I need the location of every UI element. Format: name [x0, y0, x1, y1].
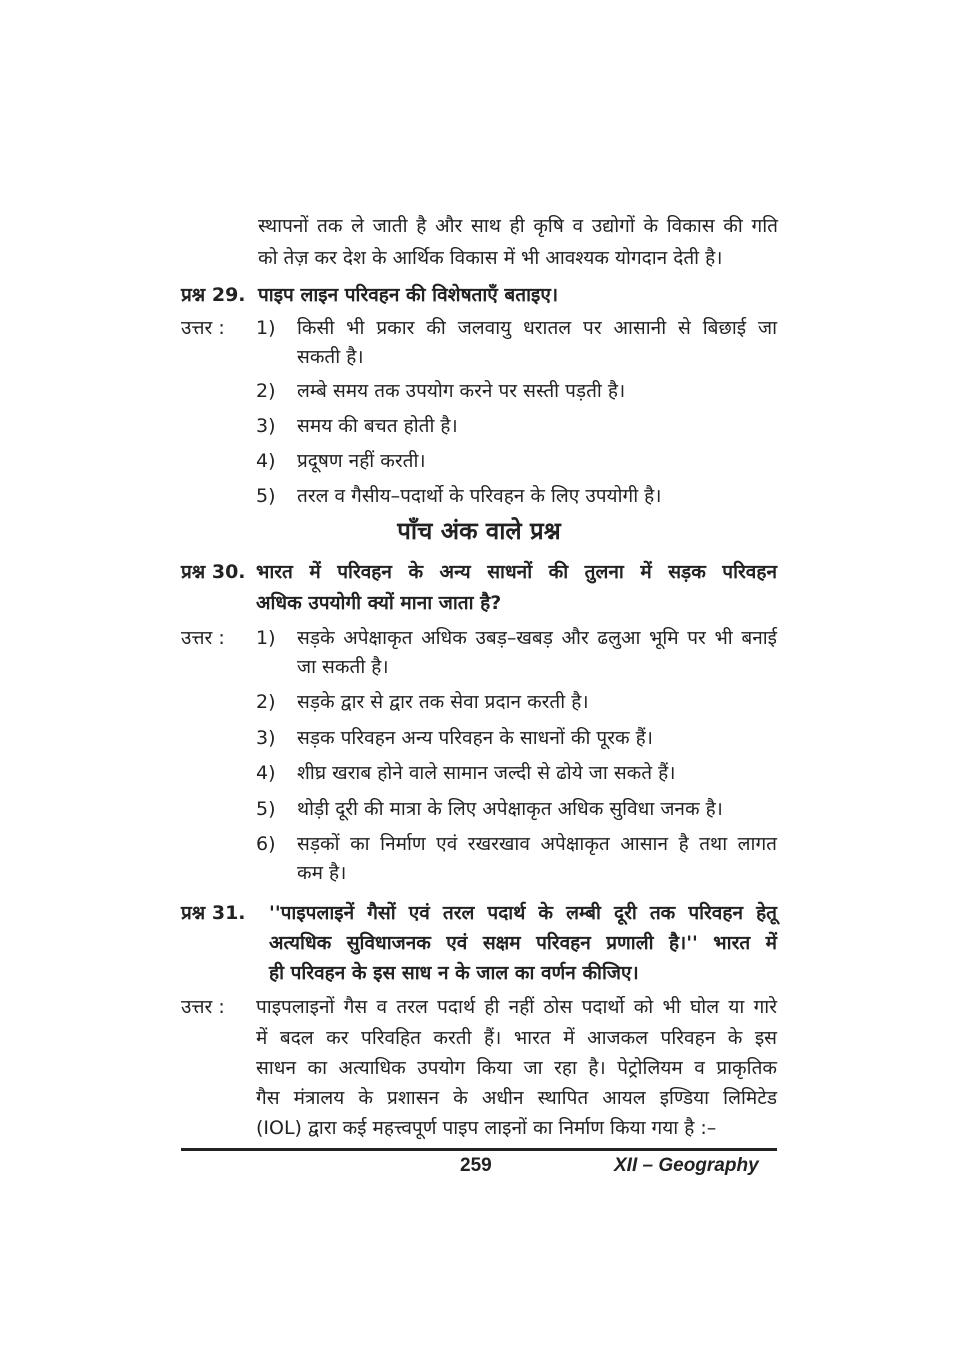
question-30-line-2: अधिक उपयोगी क्यों माना जाता है? [256, 592, 502, 614]
question-31-label: प्रश्न 31. [181, 902, 246, 924]
answer-30-item-1-line-1: सड़के अपेक्षाकृत अधिक उबड़–खबड़ और ढलुआ भूमि पर भी बनाई [297, 627, 777, 649]
footer-divider [181, 1148, 777, 1151]
answer-31-line-2: में बदल कर परिवहित करती हैं। भारत में आजकल परिवहन के इस [256, 1027, 777, 1049]
answer-29-item-5-text: तरल व गैसीय–पदार्थो के परिवहन के लिए उपयोगी है। [297, 485, 662, 507]
answer-30-item-6-number: 6) [256, 833, 276, 855]
answer-30-item-5-text: थोड़ी दूरी की मात्रा के लिए अपेक्षाकृत अधिक सुविधा जनक है। [297, 798, 723, 820]
answer-31-line-5: (IOL) द्वारा कई महत्त्वपूर्ण पाइप लाइनों का निर्माण किया गया है :– [256, 1117, 717, 1139]
answer-29-item-1-line-2: सकती है। [297, 346, 364, 368]
book-title: XII – Geography [614, 1155, 759, 1176]
question-29-text: पाइप लाइन परिवहन की विशेषताएँ बताइए। [258, 284, 559, 306]
answer-30-item-6-line-1: सड़कों का निर्माण एवं रखरखाव अपेक्षाकृत आसान है तथा लागत [297, 833, 777, 855]
answer-30-item-5-number: 5) [256, 798, 276, 820]
question-30-label: प्रश्न 30. [181, 561, 246, 583]
answer-29-item-4-number: 4) [256, 450, 276, 472]
answer-29-item-3-text: समय की बचत होती है। [297, 415, 458, 437]
question-31-line-1: ''पाइपलाइनें गैसों एवं तरल पदार्थ के लम्बी दूरी तक परिवहन हेतू [269, 902, 777, 924]
answer-30-item-4-text: शीघ्र खराब होने वाले सामान जल्दी से ढोये जा सकते हैं। [297, 762, 676, 784]
answer-29-item-2-number: 2) [256, 380, 276, 402]
answer-31-line-4: गैस मंत्रालय के प्रशासन के अधीन स्थापित आयल इण्डिया लिमिटेड [256, 1087, 777, 1109]
answer-29-item-1-number: 1) [256, 317, 276, 339]
question-31-line-2: अत्यधिक सुविधाजनक एवं सक्षम परिवहन प्रणाली है।'' भारत में [269, 932, 777, 954]
section-heading: पाँच अंक वाले प्रश्न [397, 517, 561, 545]
answer-30-item-6-line-2: कम है। [297, 862, 347, 884]
intro-line-2: को तेज़ कर देश के आर्थिक विकास में भी आवश्यक योगदान देती है। [258, 247, 723, 269]
question-29-label: प्रश्न 29. [181, 284, 246, 306]
page-number: 259 [460, 1155, 492, 1176]
answer-31-line-3: साधन का अत्याधिक उपयोग किया जा रहा है। पेट्रोलियम व प्राकृतिक [256, 1057, 777, 1079]
answer-29-item-2-text: लम्बे समय तक उपयोग करने पर सस्ती पड़ती है। [297, 380, 626, 402]
question-30-line-1: भारत में परिवहन के अन्य साधनों की तुलना में सड़क परिवहन [256, 561, 777, 583]
answer-30-item-3-text: सड़क परिवहन अन्य परिवहन के साधनों की पूरक हैं। [297, 727, 653, 749]
answer-29-item-3-number: 3) [256, 415, 276, 437]
answer-30-item-2-text: सड़के द्वार से द्वार तक सेवा प्रदान करती है। [297, 691, 589, 713]
answer-30-item-2-number: 2) [256, 691, 276, 713]
answer-30-item-3-number: 3) [256, 727, 276, 749]
answer-29-item-5-number: 5) [256, 485, 276, 507]
answer-29-item-4-text: प्रदूषण नहीं करती। [297, 450, 426, 472]
answer-30-item-1-number: 1) [256, 627, 276, 649]
answer-30-item-1-line-2: जा सकती है। [297, 656, 389, 678]
answer-30-item-4-number: 4) [256, 762, 276, 784]
question-31-line-3: ही परिवहन के इस साध न के जाल का वर्णन कीजिए। [269, 962, 639, 984]
answer-29-label: उत्तर : [181, 317, 225, 339]
answer-31-label: उत्तर : [181, 996, 225, 1018]
answer-31-line-1: पाइपलाइनों गैस व तरल पदार्थ ही नहीं ठोस पदार्थो को भी घोल या गारे [256, 996, 777, 1018]
intro-line-1: स्थापनों तक ले जाती है और साथ ही कृषि व उद्योगों के विकास की गति [258, 215, 778, 237]
answer-29-item-1-line-1: किसी भी प्रकार की जलवायु धरातल पर आसानी से बिछाई जा [297, 317, 777, 339]
answer-30-label: उत्तर : [181, 627, 225, 649]
